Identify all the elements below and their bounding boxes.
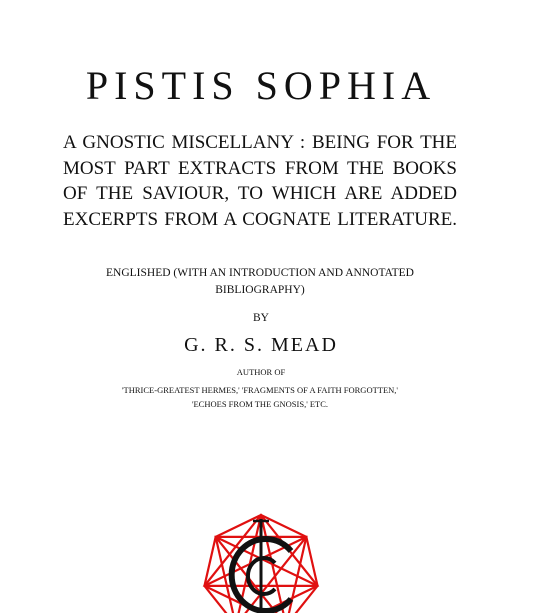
subtitle-line: MOST PART EXTRACTS FROM THE BOOKS (63, 157, 457, 179)
englished-line: ENGLISHED (WITH AN INTRODUCTION AND ANNOTATED (106, 267, 414, 279)
other-works-line: 'THRICE-GREATEST HERMES,' 'FRAGMENTS OF A FAITH FORGOTTEN,' (122, 385, 398, 395)
book-subtitle (63, 130, 457, 232)
subtitle-line: OF THE SAVIOUR, TO WHICH ARE ADDED (63, 183, 457, 204)
englished-line: BIBLIOGRAPHY) (215, 284, 305, 296)
author-name: G. R. S. MEAD (184, 334, 338, 356)
englished-note (60, 265, 460, 299)
author-of-label: AUTHOR OF (236, 367, 286, 377)
by-label: BY (253, 312, 269, 324)
subtitle-line: A GNOSTIC MISCELLANY : BEING FOR THE (63, 132, 457, 153)
book-title: PISTIS SOPHIA (85, 63, 437, 108)
gnostic-heptagram-emblem-icon (199, 503, 323, 613)
other-works-line: 'ECHOES FROM THE GNOSIS,' ETC. (191, 399, 329, 409)
subtitle-line: EXCERPTS FROM A COGNATE LITERATURE. (63, 208, 457, 230)
other-works (70, 383, 450, 411)
